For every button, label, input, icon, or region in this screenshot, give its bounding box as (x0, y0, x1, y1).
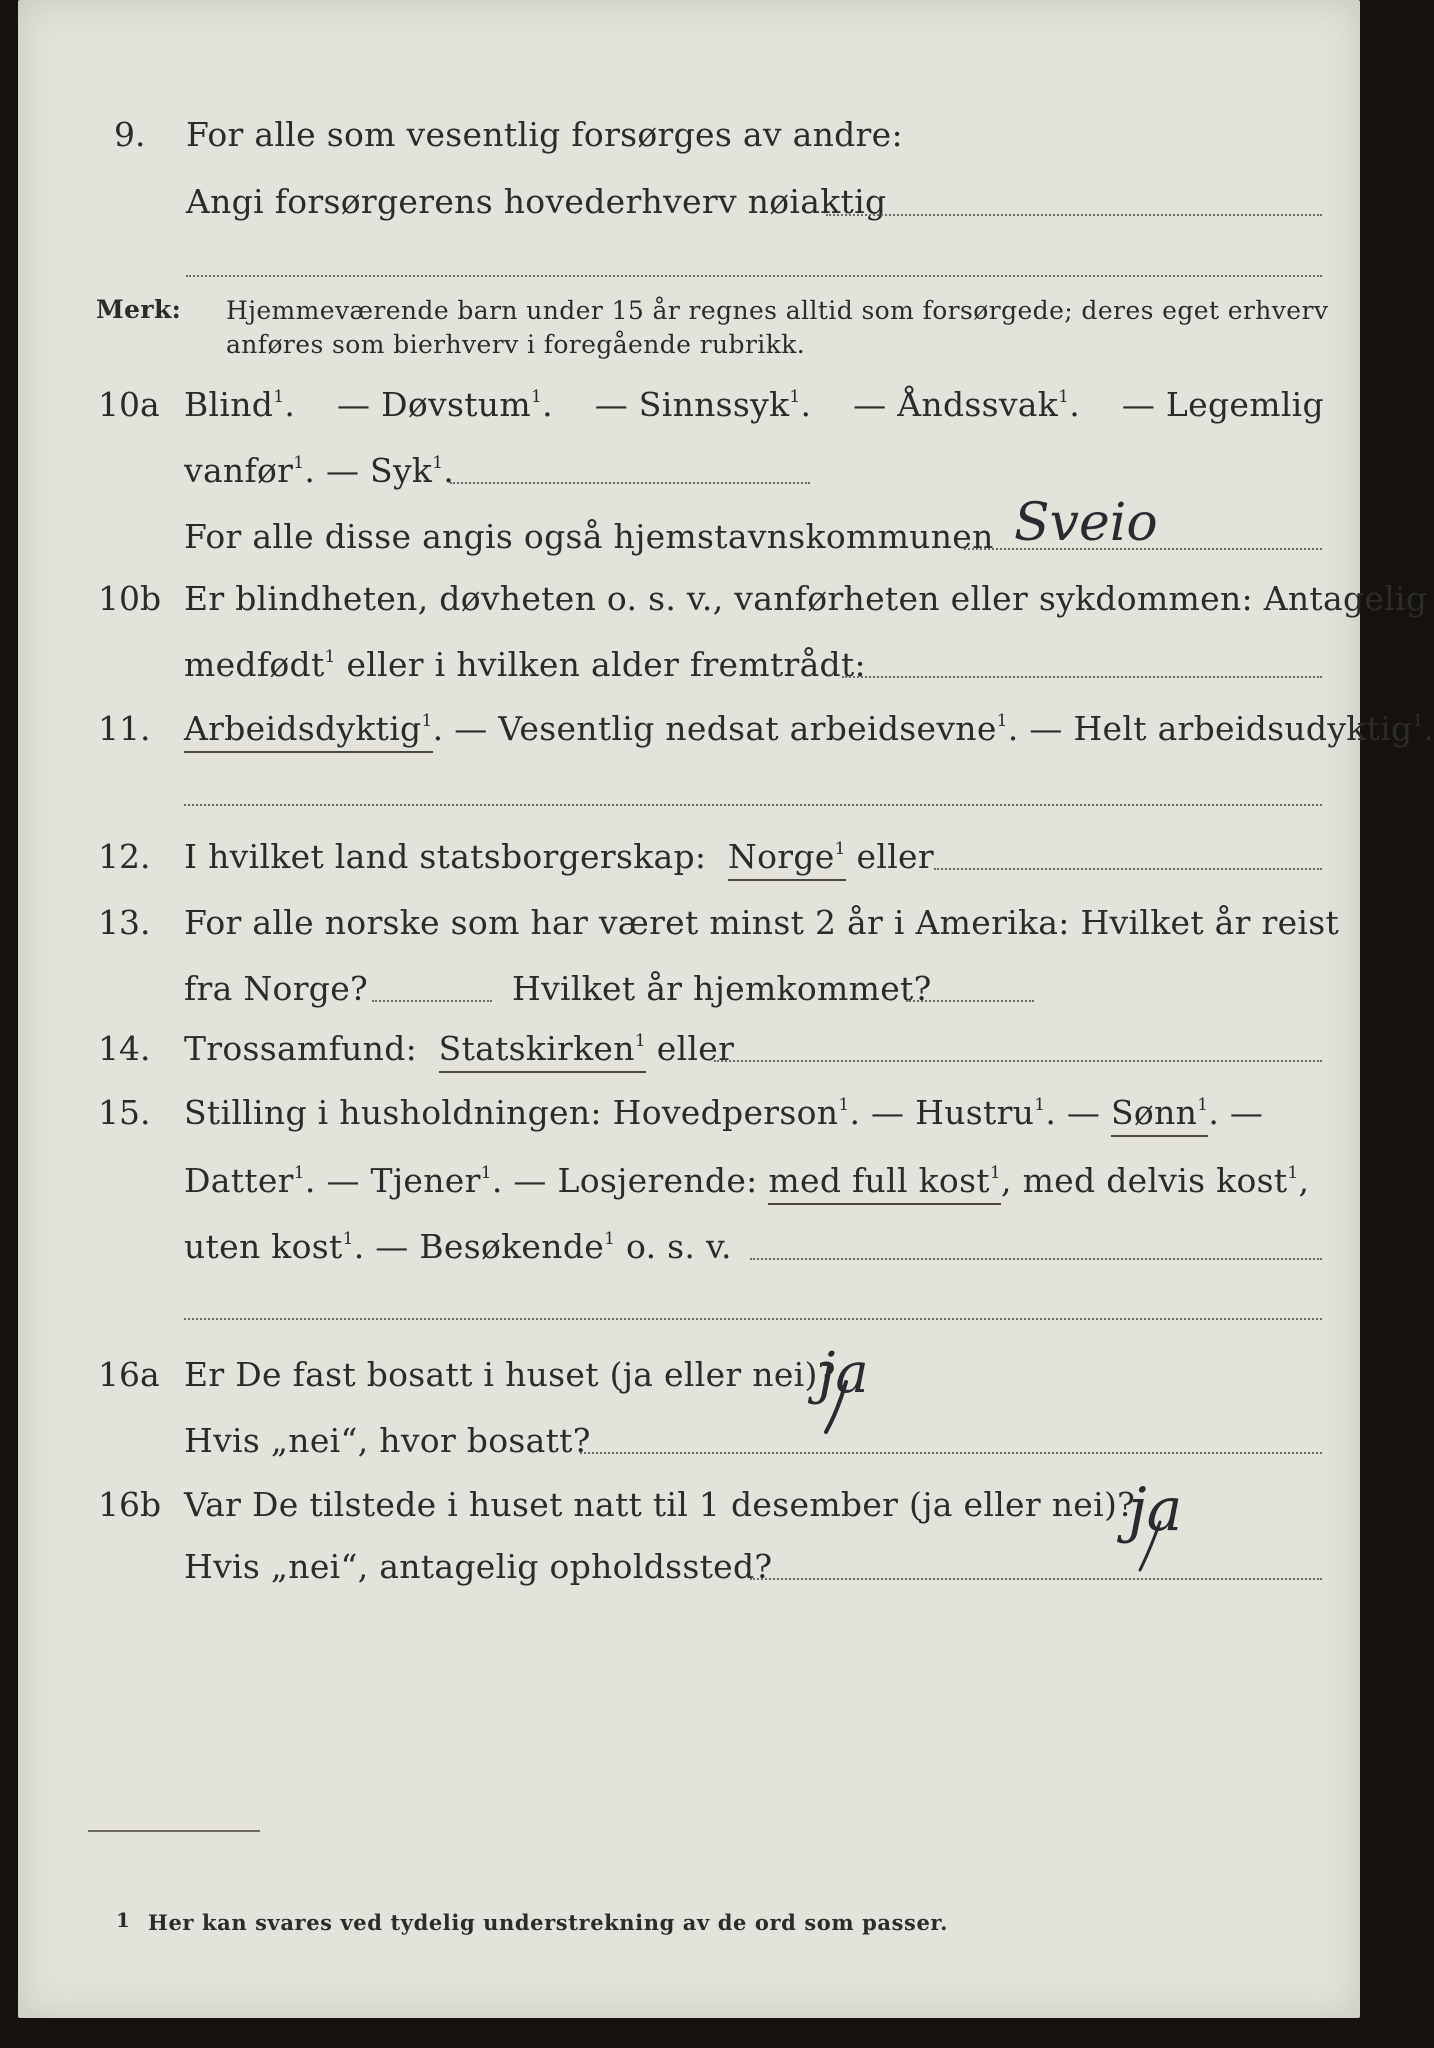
q13-reist-line[interactable] (372, 1000, 492, 1002)
q15-option-delvis-kost[interactable]: , med delvis kost$^1$ (1001, 1161, 1299, 1200)
merk-label: Merk: (96, 295, 182, 324)
q10b-line1: Er blindheten, døvheten o. s. v., vanførheten eller sykdommen: Antagelig (184, 579, 1428, 618)
q10a-option-vanfor[interactable]: vanfør$^1$. (184, 451, 316, 490)
q12-eller: eller (856, 837, 934, 876)
merk-text-line2: anføres som bierhverv i foregående rubrikk. (226, 330, 806, 359)
q13-fra-norge: fra Norge? (184, 969, 369, 1008)
q14-number: 14. (98, 1029, 151, 1068)
q10a-line2 (184, 451, 455, 490)
q10a-handwritten-answer (1008, 488, 1248, 558)
q11-answer-line[interactable] (184, 804, 1322, 806)
q13-line1: For alle norske som har været minst 2 år i Amerika: Hvilket år reist (184, 903, 1340, 942)
q9-number: 9. (114, 115, 146, 154)
q13-hjemkommet-line[interactable] (906, 1000, 1034, 1002)
footnote-rule (88, 1830, 260, 1832)
q15-sep-2: . — (1208, 1093, 1264, 1132)
q16a-line2: Hvis „nei“, hvor bosatt? (184, 1421, 591, 1460)
q11-number: 11. (98, 709, 151, 748)
q16a-answer-line[interactable] (580, 1452, 1322, 1454)
q15-option-hustru[interactable]: . — Hustru$^1$ (849, 1093, 1046, 1132)
q10a-option-sinnssyk[interactable]: — Sinnssyk$^1$. (594, 385, 812, 424)
q14-eller: eller (656, 1029, 735, 1068)
q11-end: . (1423, 709, 1434, 748)
q15-line1 (184, 1093, 1264, 1132)
q16b-answer-text: ja (1128, 1475, 1183, 1545)
q10a-option-legemlig[interactable]: — Legemlig (1121, 385, 1324, 424)
q12-line (184, 837, 934, 876)
q10b-line2 (184, 645, 866, 684)
q15-line2 (184, 1161, 1310, 1200)
q9-answer-line-2[interactable] (186, 275, 1322, 277)
q10b-option-medfodt[interactable]: medfødt$^1$ (184, 645, 336, 684)
footnote-mark: 1 (116, 1908, 131, 1932)
q10a-line3: For alle disse angis også hjemstavnskommunen (184, 517, 994, 556)
q16b-line1: Var De tilstede i huset natt til 1 desember (ja eller nei)? (184, 1485, 1136, 1524)
q10b-answer-line[interactable] (842, 676, 1322, 678)
q16b-line2: Hvis „nei“, antagelig opholdssted? (184, 1547, 773, 1586)
q11-line (184, 709, 1434, 748)
q15-option-datter[interactable]: Datter$^1$ (184, 1161, 305, 1200)
q10a-option-dovstum[interactable]: — Døvstum$^1$. (337, 385, 553, 424)
q15-comma: , (1298, 1161, 1310, 1200)
q15-option-full-kost[interactable]: med full kost$^1$ (768, 1161, 1001, 1205)
merk-text-line1: Hjemmeværende barn under 15 år regnes alltid som forsørgede; deres eget erhverv (226, 296, 1329, 325)
q15-option-tjener[interactable]: . — Tjener$^1$ (304, 1161, 492, 1200)
q12-number: 12. (98, 837, 151, 876)
q15-losjerende: . — Losjerende: (491, 1161, 758, 1200)
q10a-answer-text: Sveio (1014, 493, 1158, 553)
census-form-page (18, 0, 1434, 2018)
q16a-answer-text: ja (818, 1341, 869, 1406)
q16a-line1: Er De fast bosatt i huset (ja eller nei)? (184, 1355, 836, 1394)
q16a-number: 16a (98, 1355, 160, 1394)
q15-option-hovedperson[interactable]: Stilling i husholdningen: Hovedperson$^1$ (184, 1093, 850, 1132)
q16b-handwritten-answer (1108, 1470, 1308, 1580)
q11-option-arbeidsdyktig[interactable]: Arbeidsdyktig$^1$ (184, 709, 433, 753)
q15-option-uten-kost[interactable]: uten kost$^1$ (184, 1227, 354, 1266)
q13-hjemkommet: Hvilket år hjemkommet? (512, 969, 932, 1008)
q14-option-statskirken[interactable]: Statskirken$^1$ (439, 1029, 646, 1073)
q16b-number: 16b (98, 1485, 162, 1524)
q10a-syk-line[interactable] (450, 482, 810, 484)
q12-answer-line[interactable] (934, 868, 1322, 870)
q12-option-norge[interactable]: Norge$^1$ (728, 837, 846, 881)
q14-answer-line[interactable] (714, 1060, 1322, 1062)
q14-text: Trossamfund: (184, 1029, 418, 1068)
q10b-line2-rest: eller i hvilken alder fremtrådt: (346, 645, 866, 684)
q10a-option-blind[interactable]: Blind$^1$. (184, 385, 296, 424)
q11-option-nedsat[interactable]: . — Vesentlig nedsat arbeidsevne$^1$ (432, 709, 1008, 748)
q10b-number: 10b (98, 579, 162, 618)
footnote-text: Her kan svares ved tydelig understrekning av de ord som passer. (148, 1910, 949, 1935)
q15-number: 15. (98, 1093, 151, 1132)
q12-text: I hvilket land statsborgerskap: (184, 837, 707, 876)
q9-text-line1: For alle som vesentlig forsørges av andre: (186, 115, 903, 154)
q15-answer-line-2[interactable] (184, 1318, 1322, 1320)
q10a-number: 10a (98, 385, 160, 424)
q9-answer-line[interactable] (826, 214, 1322, 216)
q15-line3 (184, 1227, 732, 1266)
q9-text-line2: Angi forsørgerens hovederhverv nøiaktig (186, 182, 887, 221)
q16b-answer-line[interactable] (750, 1578, 1322, 1580)
q13-number: 13. (98, 903, 151, 942)
q10a-option-syk[interactable]: — Syk$^1$. (325, 451, 455, 490)
q10a-line1 (184, 385, 1324, 424)
q16a-handwritten-answer (798, 1330, 978, 1440)
q15-option-besokende[interactable]: . — Besøkende$^1$ (353, 1227, 616, 1266)
q15-answer-line[interactable] (750, 1258, 1322, 1260)
q15-osv: o. s. v. (626, 1227, 732, 1266)
q15-sep: . — (1045, 1093, 1101, 1132)
q11-option-udyktig[interactable]: . — Helt arbeidsudyktig$^1$ (1007, 709, 1424, 748)
q10a-option-andssvak[interactable]: — Åndssvak$^1$. (853, 385, 1080, 424)
q15-option-sonn[interactable]: Sønn$^1$ (1111, 1093, 1208, 1137)
q14-line (184, 1029, 735, 1068)
